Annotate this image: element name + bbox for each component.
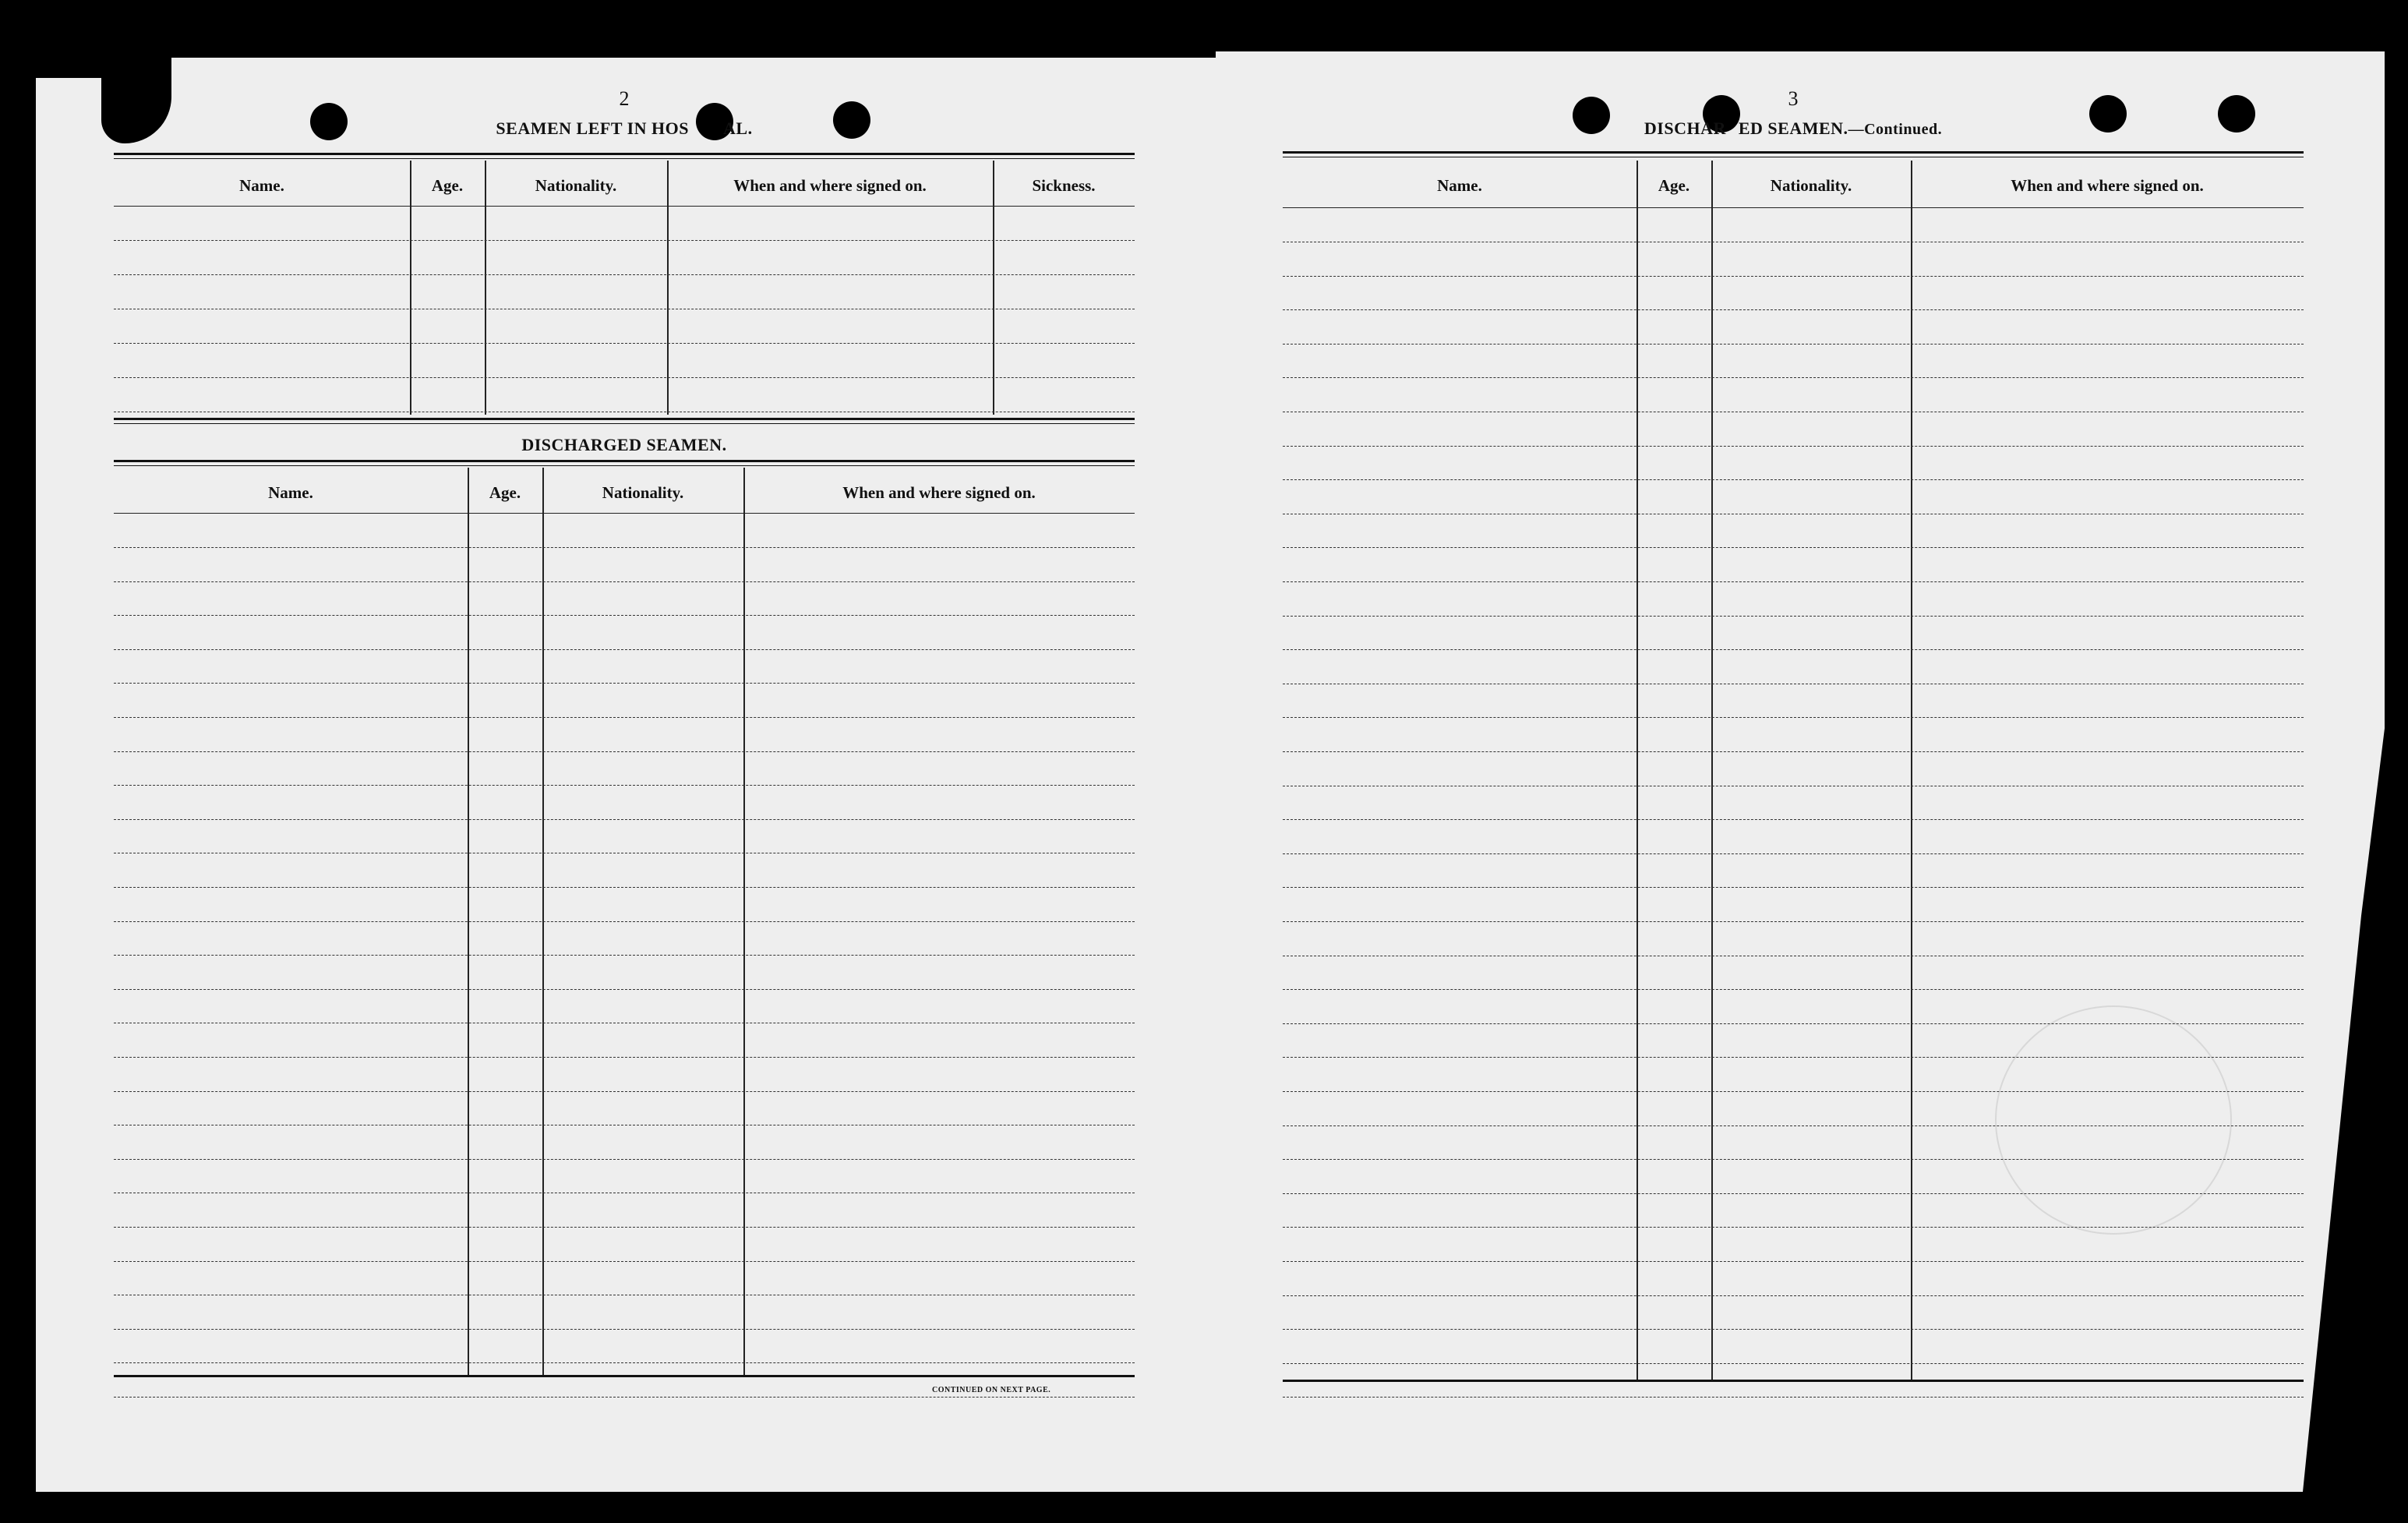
blank-row-line [1283, 581, 2304, 582]
blank-row-line [114, 649, 1135, 650]
blank-row-line [114, 989, 1135, 990]
blank-row-line [1283, 547, 2304, 548]
page-number: 2 [619, 87, 630, 110]
discharged-section-title: DISCHARGED SEAMEN. [521, 435, 727, 454]
column-header-age: Age. [431, 176, 464, 195]
blank-row-line [1283, 921, 2304, 922]
column-header-signed-on: When and where signed on. [2011, 176, 2204, 195]
blank-row-line [114, 1362, 1135, 1363]
blank-row-line [114, 1397, 1135, 1398]
blank-row-line [114, 785, 1135, 786]
blank-row-line [114, 751, 1135, 752]
blank-row-line [114, 1091, 1135, 1092]
blank-row-line [114, 683, 1135, 684]
blank-row-line [1283, 479, 2304, 480]
blank-row-line [1283, 309, 2304, 310]
column-header-nationality: Nationality. [1770, 176, 1852, 195]
blank-row-line [1283, 819, 2304, 820]
blank-row-line [114, 1227, 1135, 1228]
torn-corner [36, 47, 106, 78]
blank-row-line [1283, 344, 2304, 345]
blank-row-line [1283, 1193, 2304, 1194]
column-header-signed-on: When and where signed on. [733, 176, 927, 195]
blank-row-line [1283, 717, 2304, 718]
blank-row-line [114, 240, 1135, 241]
discharged-table [114, 460, 1135, 1473]
blank-row-line [114, 1329, 1135, 1330]
blank-row-line [1283, 1091, 2304, 1092]
column-header-age: Age. [1658, 176, 1690, 195]
blank-row-line [1283, 751, 2304, 752]
blank-row-line [114, 581, 1135, 582]
column-header-name: Name. [268, 483, 313, 502]
blank-row-line [1283, 1125, 2304, 1126]
continued-note: CONTINUED ON NEXT PAGE. [932, 1386, 1051, 1394]
page-number: 3 [1788, 87, 1799, 110]
blank-row-line [114, 717, 1135, 718]
blank-row-line [114, 377, 1135, 378]
blank-row-line [114, 274, 1135, 275]
blank-row-line [114, 1057, 1135, 1058]
column-header-age: Age. [489, 483, 521, 502]
blank-row-line [114, 819, 1135, 820]
column-header-name: Name. [1437, 176, 1482, 195]
column-header-sickness: Sickness. [1032, 176, 1096, 195]
discharged-continued-title: DISCHAR ED SEAMEN.—Continued. [1644, 118, 1943, 138]
column-header-nationality: Nationality. [535, 176, 617, 195]
blank-row-line [114, 1159, 1135, 1160]
blank-row-line [114, 921, 1135, 922]
blank-row-line [1283, 1023, 2304, 1024]
blank-row-line [114, 1261, 1135, 1262]
blank-row-line [1283, 1261, 2304, 1262]
hospital-table [114, 153, 1135, 511]
blank-row-line [1283, 1159, 2304, 1160]
column-header-name: Name. [239, 176, 284, 195]
blank-row-line [1283, 446, 2304, 447]
column-header-signed-on: When and where signed on. [842, 483, 1036, 502]
discharged-continued-table [1283, 151, 2304, 1476]
blank-row-line [1283, 377, 2304, 378]
blank-row-line [1283, 1295, 2304, 1296]
blank-row-line [1283, 887, 2304, 888]
blank-row-line [1283, 616, 2304, 617]
hospital-section-title: SEAMEN LEFT IN HOS AL. [496, 118, 753, 138]
blank-row-line [1283, 1227, 2304, 1228]
blank-row-line [1283, 1363, 2304, 1364]
blank-row-line [1283, 1397, 2304, 1398]
blank-row-line [114, 547, 1135, 548]
blank-row-line [1283, 649, 2304, 650]
blank-row-line [1283, 1057, 2304, 1058]
column-header-nationality: Nationality. [602, 483, 684, 502]
blank-row-line [114, 615, 1135, 616]
blank-row-line [1283, 853, 2304, 854]
blank-row-line [114, 955, 1135, 956]
blank-row-line [114, 887, 1135, 888]
blank-row-line [1283, 276, 2304, 277]
blank-row-line [1283, 1329, 2304, 1330]
blank-row-line [1283, 989, 2304, 990]
blank-row-line [114, 343, 1135, 344]
